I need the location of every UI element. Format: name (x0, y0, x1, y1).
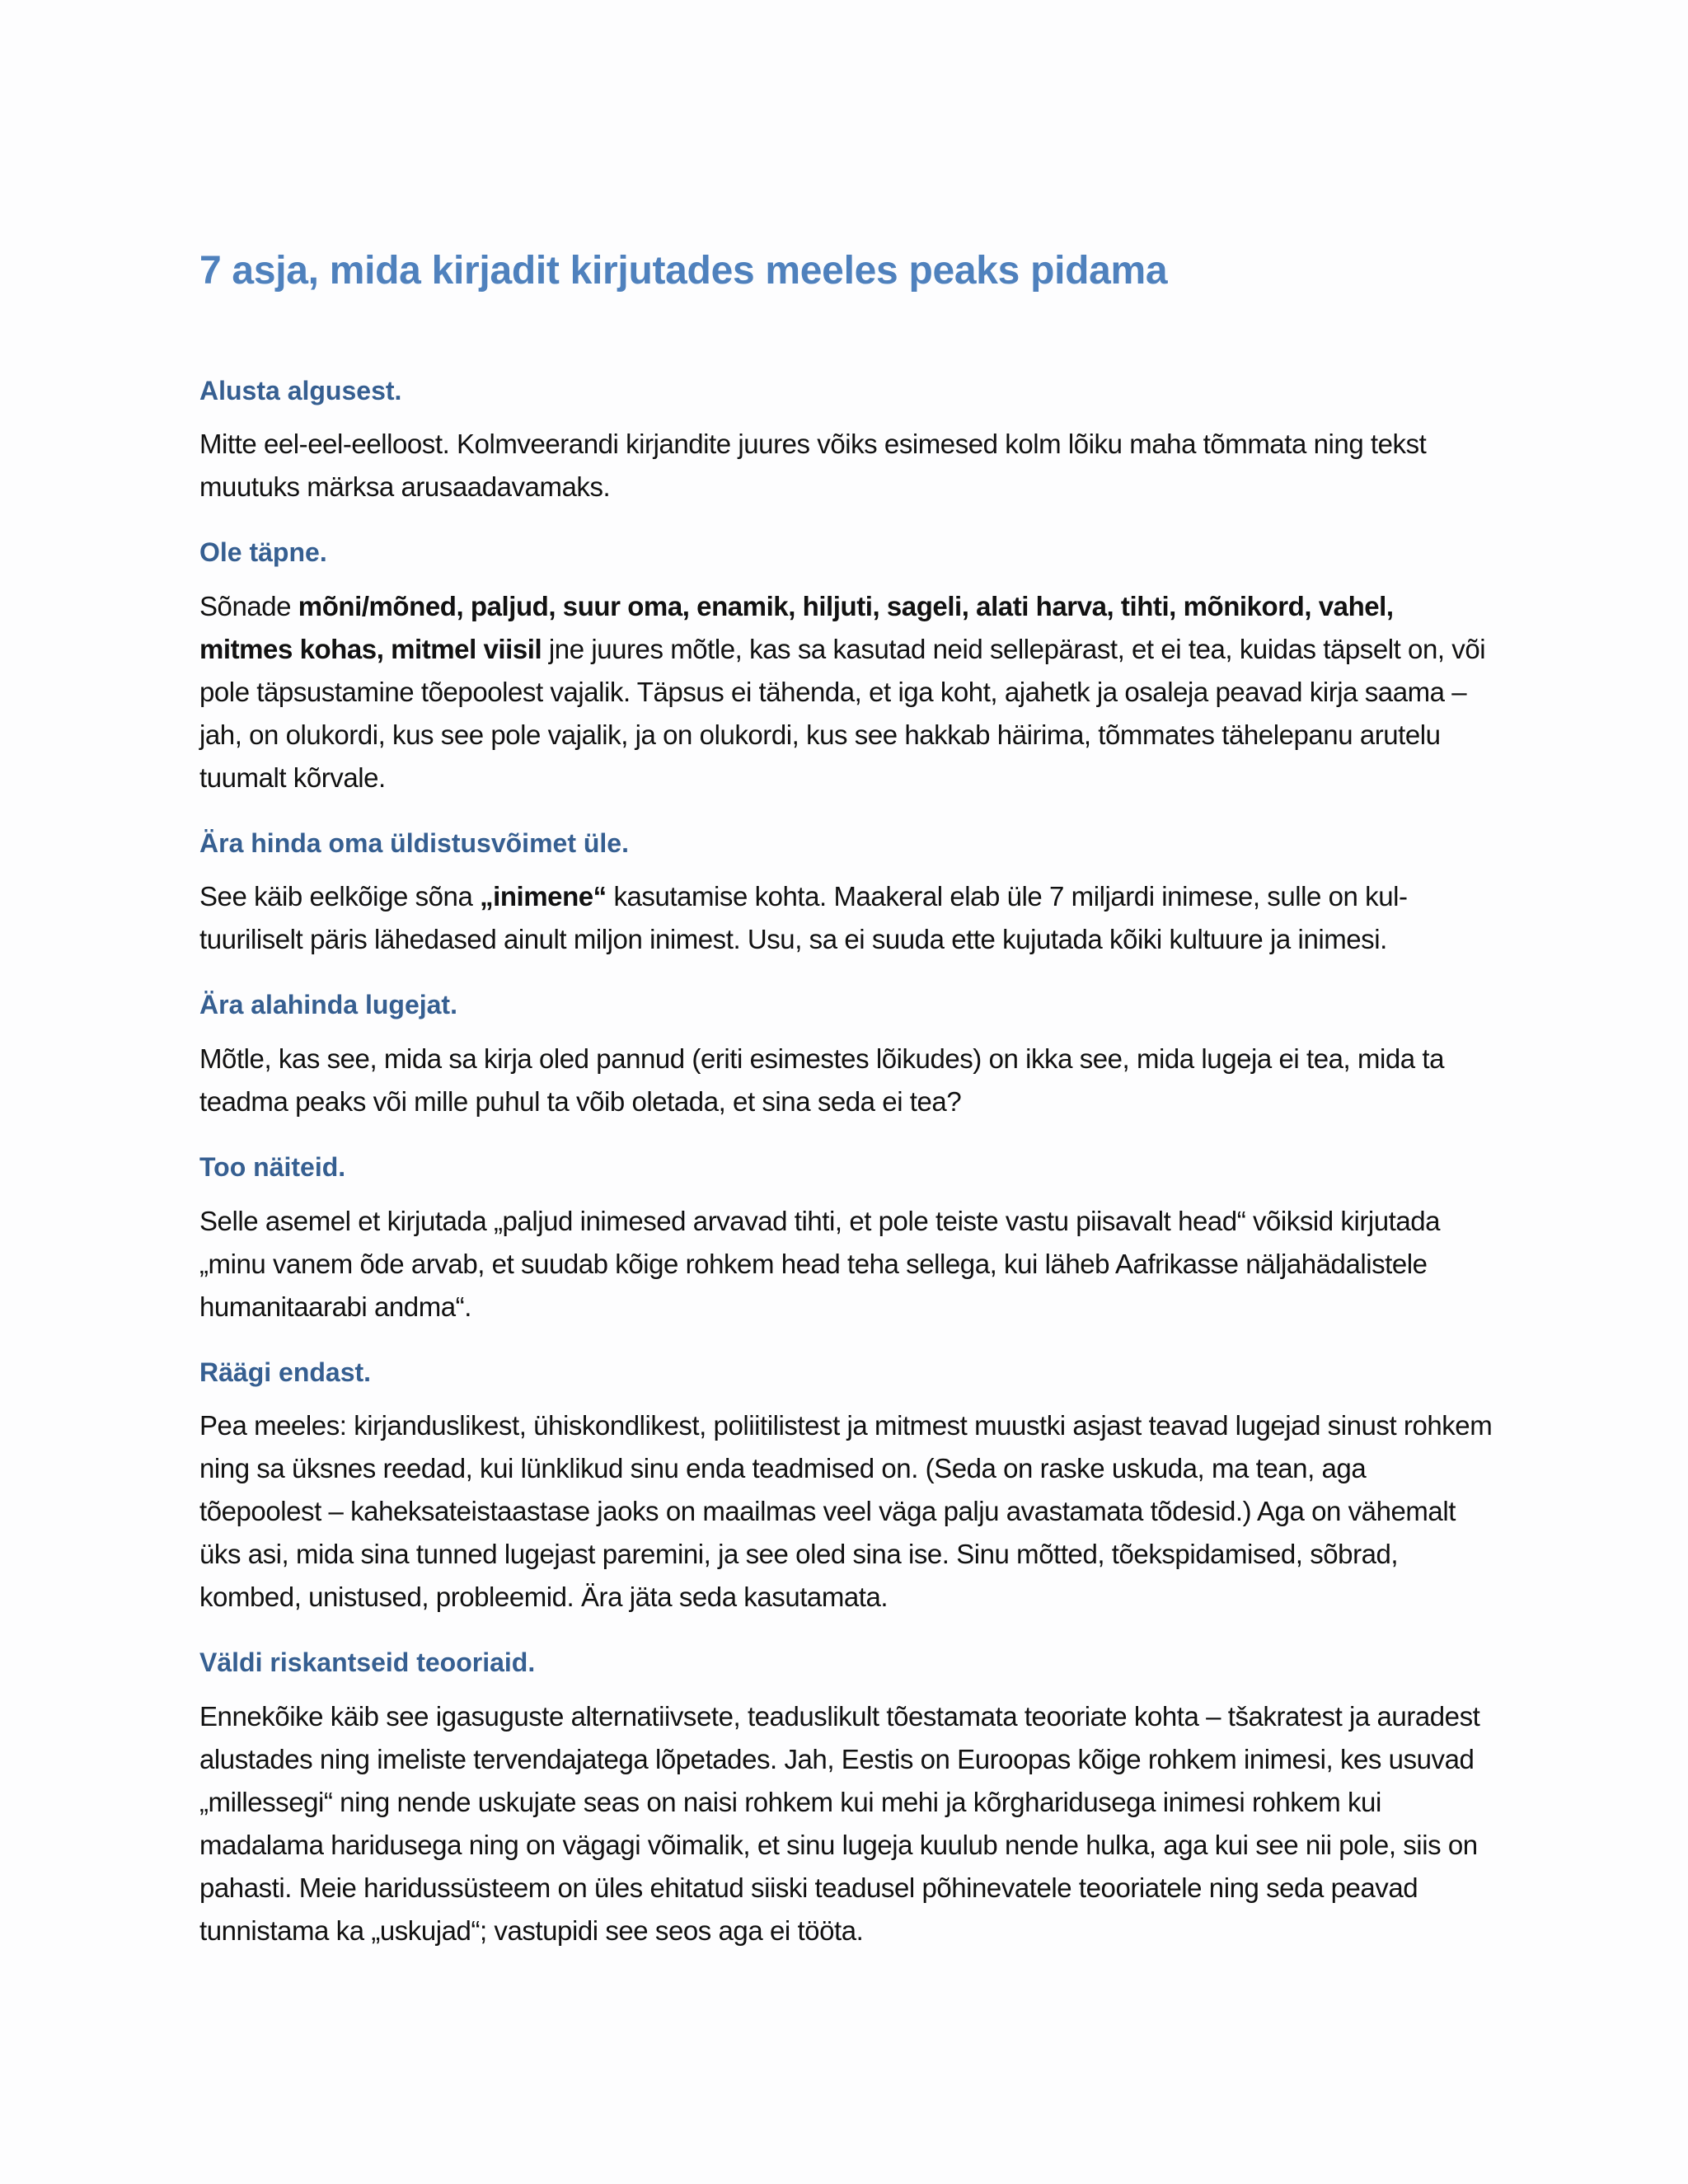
section-ara-alahinda-lugejat (199, 988, 1493, 1123)
body-bold-text: mõni/mõned, paljud, suur oma, enamik, hiljuti, sageli, alati harva, tihti, mõnikord, vahel, mitmes kohas, mitmel viisil (199, 590, 1394, 664)
section-body (199, 585, 1493, 799)
section-alusta-algusest (199, 374, 1493, 509)
body-bold-text: „inimene“ (480, 881, 607, 912)
section-too-naiteid (199, 1151, 1493, 1329)
body-text: jne juures mõtle, kas sa kasutad neid sellepärast, et ei tea, kuidas täpselt on, või pole täpsustamine tõepoolest vajalik. Täpsus ei tähenda, et iga koht, ajahetk ja osaleja peavad kirja saama – jah, on olukordi, kus see pole vajalik, ja on olukordi, kus see hakkab häirima, tõmmates tähelepanu arutelu tuumalt kõrvale. (199, 633, 1486, 793)
section-body: Ennekõike käib see igasuguste alternatiivsete, teaduslikult tõestamata teooriate kohta – tšakratest ja auradest alustades ning imeliste tervendajatega lõpetades. Jah, Eestis on Euroopas kõige rohkem inimesi, kes usuvad „millessegi“ ning nende uskujate seas on naisi rohkem kui mehi ja kõrgharidusega inimesi rohkem kui madalama haridusega ning on vägagi võimalik, et sinu lugeja kuulub nende hulka, aga kui see nii pole, siis on pahasti. Meie haridussüsteem on üles ehitatud siiski teadusel põhinevatele teooriatele ning seda peavad tunnistama ka „uskujad“; vastupidi see seos aga ei tööta. (199, 1700, 1480, 1946)
section-heading: Alusta algusest. (199, 375, 402, 405)
body-text: See käib eelkõige sõna (199, 881, 481, 912)
section-heading: Ära alahinda lugejat. (199, 990, 457, 1020)
document-content (199, 247, 1493, 1980)
section-body (199, 875, 1493, 961)
section-body: Mitte eel-eel-eelloost. Kolmveerandi kirjandite juures võiks esimesed kolm lõiku maha tõmmata ning tekst muutuks märksa arusaadavamaks. (199, 429, 1427, 503)
section-body: Selle asemel et kirjutada „paljud inimesed arvavad tihti, et pole teiste vastu piisavalt head“ võiksid kirjutada „minu vanem õde arvab, et suudab kõige rohkem head teha sellega, kui läheb Aafrikasse näljahädalistele humanitaarabi andma“. (199, 1205, 1441, 1322)
section-valdi-riskantseid-teooriaid (199, 1646, 1493, 1952)
section-heading: Ole täpne. (199, 537, 327, 568)
section-heading: Ära hinda oma üldistusvõimet üle. (199, 827, 629, 858)
section-heading: Too näiteid. (199, 1151, 346, 1182)
body-text: kasutamise kohta. Maakeral elab üle 7 miljardi inimese, sulle on kul-tuuriliselt päris lähedased ainult miljon inimest. Usu, sa ei suuda ette kujutada kõiki kultuure ja inimesi. (199, 881, 1408, 955)
body-text: Sõnade (199, 590, 298, 621)
section-ara-hinda-uldistusvoimet (199, 827, 1493, 962)
section-body: Pea meeles: kirjanduslikest, ühiskondlikest, poliitilistest ja mitmest muustki asjast teavad lugejad sinust rohkem ning sa üksnes reedad, kui lünklikud sinu enda teadmised on. (Seda on raske uskuda, ma tean, aga tõepoolest – kaheksateistaastase jaoks on maailmas veel väga palju avastamata tõdesid.) Aga on vähemalt üks asi, mida sina tunned lugejast paremini, ja see oled sina ise. Sinu mõtted, tõekspidamised, sõbrad, kombed, unistused, probleemid. Ära jäta seda kasutamata. (199, 1410, 1493, 1613)
document-title: 7 asja, mida kirjadit kirjutades meeles peaks pidama (199, 249, 1168, 293)
section-ole-tapne (199, 536, 1493, 799)
section-heading: Väldi riskantseid teooriaid. (199, 1647, 536, 1678)
section-body: Mõtle, kas see, mida sa kirja oled pannud (eriti esimestes lõikudes) on ikka see, mida lugeja ei tea, mida ta teadma peaks või mille puhul ta võib oletada, et sina seda ei tea? (199, 1043, 1445, 1117)
section-raagi-endast (199, 1356, 1493, 1619)
section-heading: Räägi endast. (199, 1357, 372, 1387)
